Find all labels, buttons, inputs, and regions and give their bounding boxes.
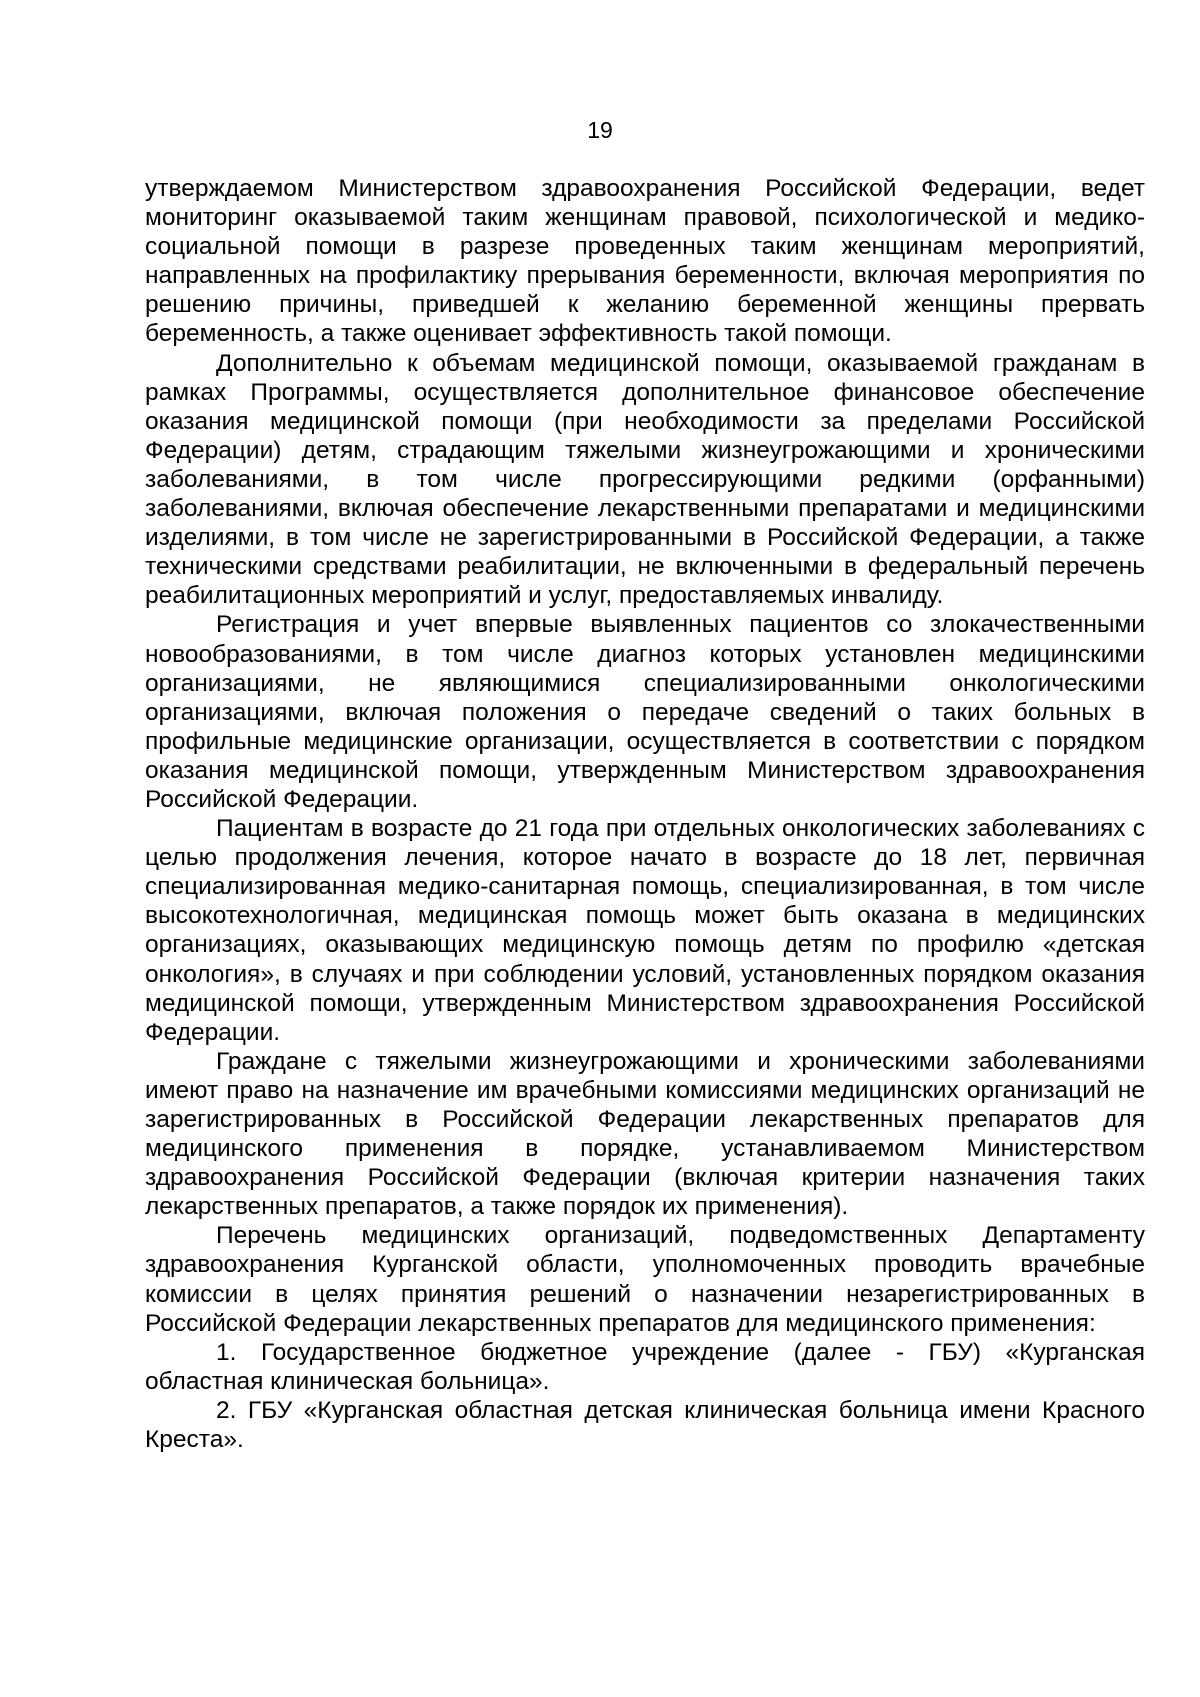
document-body xyxy=(145,174,1145,1454)
page-number: 19 xyxy=(587,117,613,143)
paragraph-continuation: утверждаемом Министерством здравоохранения Российской Федерации, ведет мониторинг оказываемой таким женщинам правовой, психологической и медико-социальной помощи в разрезе проведенных таким женщинам мероприятий, направленных на профилактику прерывания беременности, включая мероприятия по решению причины, приведшей к желанию беременной женщины прервать беременность, а также оценивает эффективность такой помощи. xyxy=(145,175,1145,348)
list-item-1: 1. Государственное бюджетное учреждение (далее - ГБУ) «Курганская областная клиническая больница». xyxy=(145,1338,1145,1395)
paragraph-additional-funding: Дополнительно к объемам медицинской помощи, оказываемой гражданам в рамках Программы, осуществляется дополнительное финансовое обеспечение оказания медицинской помощи (при необходимости за пределами Российской Федерации) детям, страдающим тяжелыми жизнеугрожающими и хроническими заболеваниями, в том числе прогрессирующими редкими (орфанными) заболеваниями, включая обеспечение лекарственными препаратами и медицинскими изделиями, в том числе не зарегистрированными в Российской Федерации, а также техническими средствами реабилитации, не включенными в федеральный перечень реабилитационных мероприятий и услуг, предоставляемых инвалиду. xyxy=(145,349,1145,610)
paragraph-organizations-list-intro: Перечень медицинских организаций, подведомственных Департаменту здравоохранения Курганской области, уполномоченных проводить врачебные комиссии в целях принятия решений о назначении незарегистрированных в Российской Федерации лекарственных препаратов для медицинского применения: xyxy=(145,1222,1145,1337)
paragraph-oncology-registration: Регистрация и учет впервые выявленных пациентов со злокачественными новообразованиями, в том числе диагноз которых установлен медицинскими организациями, не являющимися специализированными онкологическими организациями, включая положения о передаче сведений о таких больных в профильные медицинские организации, осуществляется в соответствии с порядком оказания медицинской помощи, утвержденным Министерством здравоохранения Российской Федерации. xyxy=(145,611,1145,813)
paragraph-patients-under-21: Пациентам в возрасте до 21 года при отдельных онкологических заболеваниях с целью продолжения лечения, которое начато в возрасте до 18 лет, первичная специализированная медико-санитарная помощь, специализированная, в том числе высокотехнологичная, медицинская помощь может быть оказана в медицинских организациях, оказывающих медицинскую помощь детям по профилю «детская онкология», в случаях и при соблюдении условий, установленных порядком оказания медицинской помощи, утвержденным Министерством здравоохранения Российской Федерации. xyxy=(145,815,1145,1046)
list-item-2: 2. ГБУ «Курганская областная детская клиническая больница имени Красного Креста». xyxy=(145,1396,1145,1454)
paragraph-unregistered-drugs: Граждане с тяжелыми жизнеугрожающими и хроническими заболеваниями имеют право на назначение им врачебными комиссиями медицинских организаций не зарегистрированных в Российской Федерации лекарственных препаратов для медицинского применения в порядке, устанавливаемом Министерством здравоохранения Российской Федерации (включая критерии назначения таких лекарственных препаратов, а также порядок их применения). xyxy=(145,1047,1145,1221)
